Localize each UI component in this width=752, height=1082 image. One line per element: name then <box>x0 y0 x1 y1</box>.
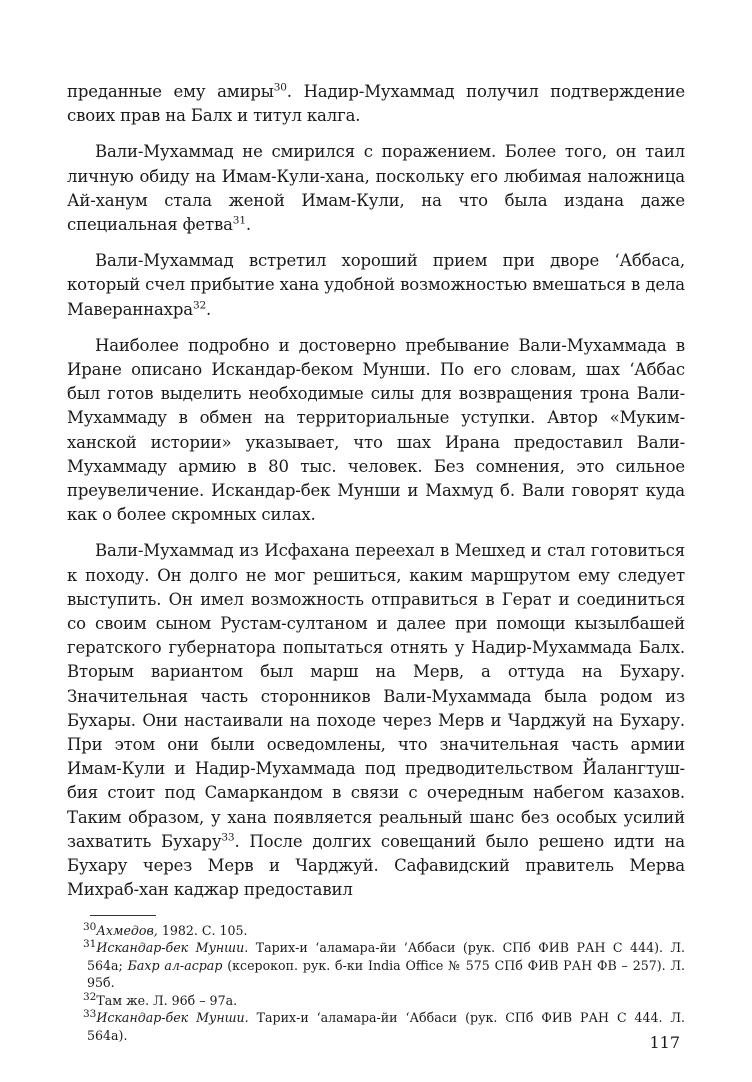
footnote: $^{33}$Искандар-бек Мунши. Тарих-и ʻаламара-йи ʻАббаси (рук. СПб ФИВ РАН С 444. Л. 564а). <box>83 1008 685 1044</box>
footnote-ref: 31 <box>232 214 246 227</box>
paragraph: Вали-Мухаммад не смирился с поражением. Более того, он таил личную обиду на Имам-Кули-хана, поскольку его любимая наложница Ай-ханум стала женой Имам-Кули, на что была издана даже специальная фетва$^{31}$. <box>67 142 685 235</box>
footnote: $^{30}$Ахмедов, 1982. С. 105. <box>83 920 248 938</box>
main-text <box>67 80 685 903</box>
footnote-ref: 30 <box>273 81 287 94</box>
paragraph: Вали-Мухаммад из Исфахана переехал в Мешхед и стал готовиться к походу. Он долго не мог решиться, каким маршрутом ему следует выступить. Он имел возможность отправиться в Герат и соединиться со своим сыном Рустам-султаном и далее при помощи кызылбашей гератского губернатора попытаться отнять у Надир-Мухаммада Балх. Вторым вариантом был марш на Мерв, а оттуда на Бухару. Значительная часть сторонников Вали-Мухаммада была родом из Бухары. Они настаивали на походе через Мерв и Чарджуй на Бухару. При этом они были осведомлены, что значительная часть армии Имам-Кули и Надир-Мухаммада под предводительством Йалангтуш-бия стоит под Самаркандом в связи с очередным набегом казахов. Таким образом, у хана появляется реальный шанс без особых усилий захватить Бухару$^{33}$. После долгих совещаний было решено идти на Бухару через Мерв и Чарджуй. Сафавидский правитель Мерва Михраб-хан каджар предоставил <box>67 541 685 900</box>
footnote: $^{32}$Там же. Л. 96б – 97а. <box>83 990 238 1008</box>
page-body <box>67 80 685 1045</box>
paragraph: преданные ему амиры$^{30}$. Надир-Мухаммад получил подтверждение своих прав на Балх и титул калга. <box>67 81 685 126</box>
footnote-ref: 33 <box>221 831 235 844</box>
paragraph: Вали-Мухаммад встретил хороший прием при дворе ʻАббаса, который счел прибытие хана удобной возможностью вмешаться в дела Мавераннахра$^{32}$. <box>67 251 685 319</box>
footnote-ref: 32 <box>192 299 206 312</box>
footnotes <box>67 922 685 1045</box>
footnote-divider <box>90 915 156 916</box>
page-number: 117 <box>649 1033 680 1052</box>
footnote: $^{31}$Искандар-бек Мунши. Тарих-и ʻаламара-йи ʻАббаси (рук. СПб ФИВ РАН С 444). Л. 564а; Бахр ал-асрар (ксерокоп. рук. б-ки India Office № 575 СПб ФИВ РАН ФВ – 257). Л. 95б. <box>83 937 686 991</box>
paragraph: Наиболее подробно и достоверно пребывание Вали-Мухаммада в Иране описано Искандар-беком Мунши. По его словам, шах ʻАббас был готов выделить необходимые силы для возвращения трона Вали-Мухаммаду в обмен на территориальные уступки. Автор «Муким-ханской истории» указывает, что шах Ирана предоставил Вали-Мухаммаду армию в 80 тыс. человек. Без сомнения, это сильное преувеличение. Искандар-бек Мунши и Махмуд б. Вали говорят куда как о более скромных силах. <box>67 335 685 525</box>
